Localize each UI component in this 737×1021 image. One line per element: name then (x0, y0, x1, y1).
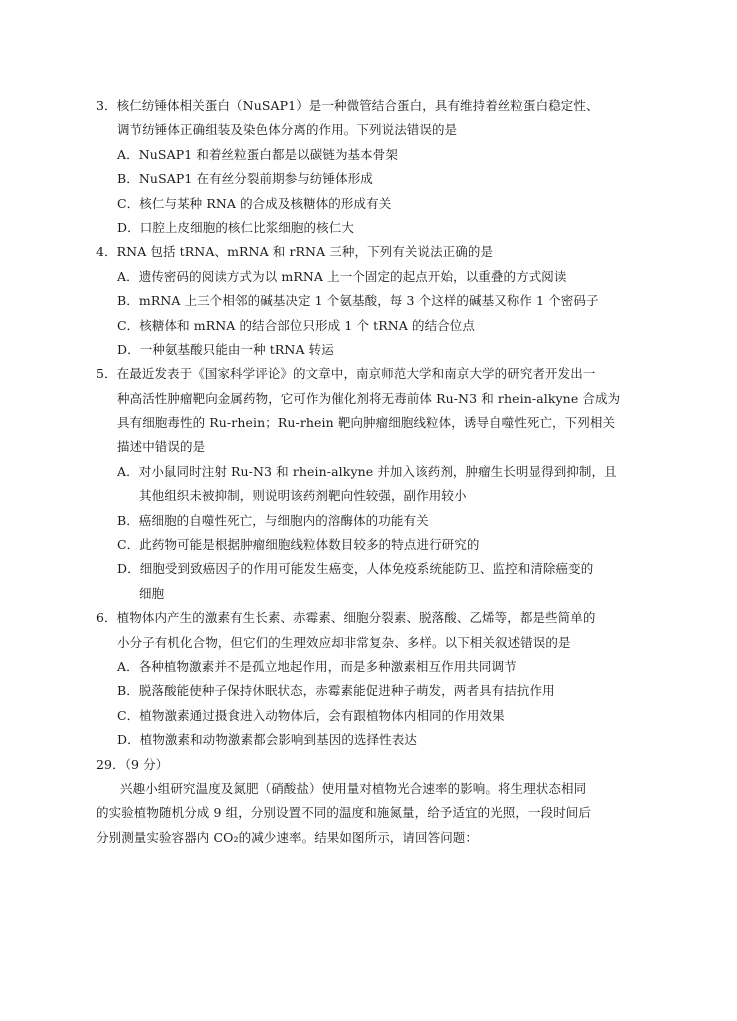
answer-option-line: A．各种植物激素并不是孤立地起作用，而是多种激素相互作用共同调节 (117, 658, 517, 674)
question-stem-line: 调节纺锤体正确组装及染色体分离的作用。下列说法错误的是 (117, 122, 458, 138)
answer-option-line: C．核糖体和 mRNA 的结合部位只形成 1 个 tRNA 的结合位点 (117, 317, 475, 333)
answer-option-line: D．植物激素和动物激素都会影响到基因的选择性表达 (117, 732, 417, 748)
question-29-header: 29．（9 分） (96, 756, 169, 772)
answer-option-line: 细胞 (139, 585, 165, 601)
question-stem-line: 3．核仁纺锤体相关蛋白（NuSAP1）是一种微管结合蛋白，具有维持着丝粒蛋白稳定性、 (96, 98, 599, 113)
question-29-text-line: 分别测量实验容器内 CO₂的减少速率。结果如图所示，请回答问题： (96, 829, 478, 845)
answer-option-line: A．对小鼠同时注射 Ru-N3 和 rhein-alkyne 并加入该药剂，肿瘤生长明显得到抑制，且 (117, 463, 617, 479)
question-stem-line: 种高活性肿瘤靶向金属药物，它可作为催化剂将无毒前体 Ru-N3 和 rhein-alkyne 合成为 (117, 390, 621, 406)
answer-option-line: 其他组织未被抑制，则说明该药剂靶向性较强，副作用较小 (139, 488, 467, 504)
answer-option-line: C．植物激素通过摄食进入动物体后，会有跟植物体内相同的作用效果 (117, 707, 505, 723)
question-stem-line: 具有细胞毒性的 Ru-rhein；Ru-rhein 靶向肿瘤细胞线粒体，诱导自噬性死亡，下列相关 (117, 415, 616, 431)
question-block (96, 94, 656, 240)
exam-content (96, 94, 656, 850)
answer-option-line: B．癌细胞的自噬性死亡，与细胞内的溶酶体的功能有关 (117, 512, 429, 528)
question-29-text-line: 兴趣小组研究温度及氮肥（硝酸盐）使用量对植物光合速率的影响。将生理状态相同 (120, 780, 587, 796)
question-block (96, 606, 656, 752)
answer-option-line: D．口腔上皮细胞的核仁比浆细胞的核仁大 (117, 219, 354, 235)
answer-option-line: B．NuSAP1 在有丝分裂前期参与纺锤体形成 (117, 171, 373, 187)
question-block (96, 240, 656, 362)
answer-option-line: D．一种氨基酸只能由一种 tRNA 转运 (117, 341, 334, 357)
answer-option-line: C．核仁与某种 RNA 的合成及核糖体的形成有关 (117, 195, 392, 211)
question-29-block (96, 753, 656, 851)
answer-option-line: D．细胞受到致癌因子的作用可能发生癌变，人体免疫系统能防卫、监控和清除癌变的 (117, 561, 594, 577)
answer-option-line: C．此药物可能是根据肿瘤细胞线粒体数目较多的特点进行研究的 (117, 537, 480, 553)
answer-option-line: B．脱落酸能使种子保持休眠状态，赤霉素能促进种子萌发，两者具有拮抗作用 (117, 683, 555, 699)
question-block (96, 362, 656, 606)
question-stem-line: 6．植物体内产生的激素有生长素、赤霉素、细胞分裂素、脱落酸、乙烯等，都是些简单的 (96, 610, 596, 626)
question-29-text-line: 的实验植物随机分成 9 组，分别设置不同的温度和施氮量，给予适宜的光照，一段时间后 (96, 805, 592, 821)
question-stem-line: 小分子有机化合物，但它们的生理效应却非常复杂、多样。以下相关叙述错误的是 (117, 634, 571, 650)
question-stem-line: 4．RNA 包括 tRNA、mRNA 和 rRNA 三种，下列有关说法正确的是 (96, 244, 494, 260)
answer-option-line: B．mRNA 上三个相邻的碱基决定 1 个氨基酸，每 3 个这样的碱基又称作 1 个密码子 (117, 293, 599, 309)
answer-option-line: A．遗传密码的阅读方式为以 mRNA 上一个固定的起点开始，以重叠的方式阅读 (117, 268, 567, 284)
question-stem-line: 5．在最近发表于《国家科学评论》的文章中，南京师范大学和南京大学的研究者开发出一 (96, 366, 596, 382)
question-stem-line: 描述中错误的是 (117, 439, 206, 455)
answer-option-line: A．NuSAP1 和着丝粒蛋白都是以碳链为基本骨架 (117, 146, 398, 162)
